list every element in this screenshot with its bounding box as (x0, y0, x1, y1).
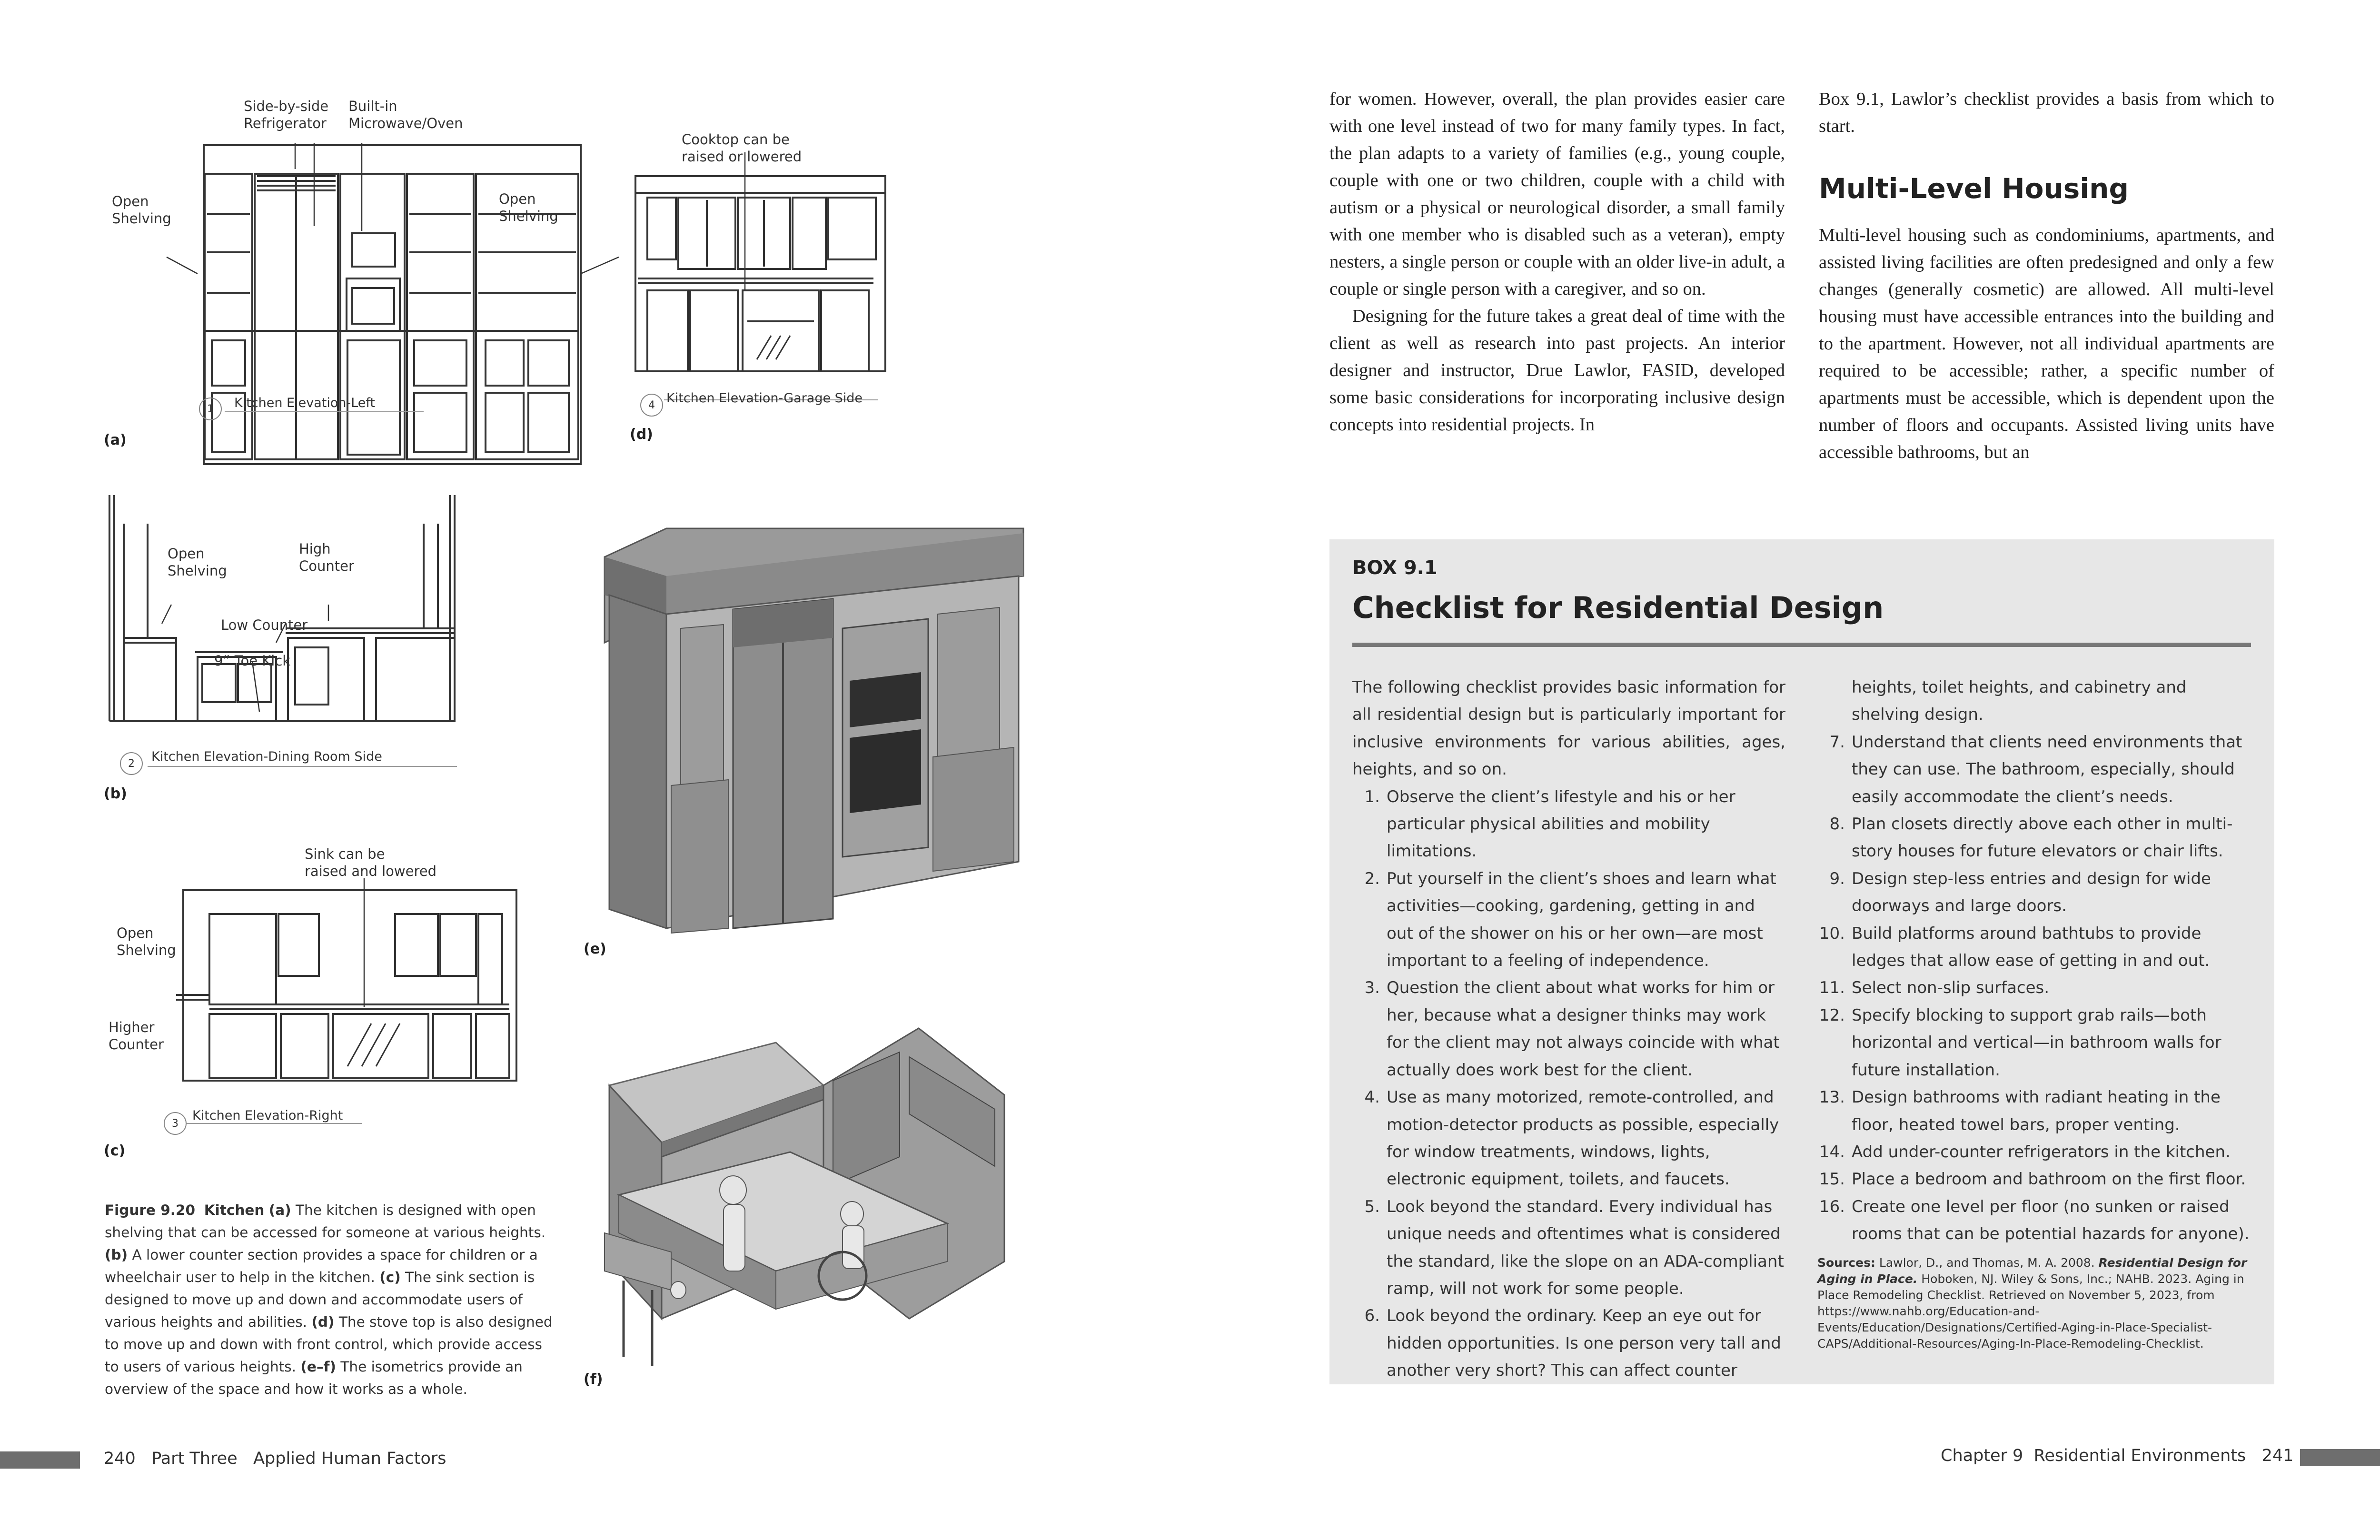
item-number: 5. (1364, 1197, 1380, 1216)
figure-panel-e (576, 519, 1033, 966)
label-low-counter: Low Counter (221, 617, 308, 633)
footer-left (104, 1449, 446, 1468)
figure-panel-f (576, 1023, 1033, 1395)
page-number-right: 241 (2261, 1446, 2294, 1465)
label-open-shelving: Open Shelving (117, 925, 176, 958)
item-number: 1. (1364, 787, 1380, 806)
caption-ref-b: (b) (105, 1247, 128, 1263)
footer-chapter: Chapter 9 (1941, 1446, 2023, 1465)
caption-title: Kitchen (204, 1202, 265, 1218)
continuation-text: heights, toilet heights, and cabinetry and shelving design. (1852, 678, 2187, 725)
kitchen-isometric-f (576, 1023, 1033, 1395)
checklist-item (1817, 1166, 2255, 1193)
item-number: 15. (1819, 1170, 1845, 1189)
checklist-left (1352, 784, 1785, 1385)
item-number: 13. (1819, 1088, 1845, 1107)
figure-caption (105, 1199, 557, 1401)
checklist-item (1817, 1193, 2255, 1248)
footer-bar-left (0, 1451, 80, 1469)
kitchen-elevation-right-drawing (95, 843, 524, 1176)
caption-ref-d: (d) (311, 1314, 335, 1330)
box-label: BOX 9.1 (1352, 557, 1438, 579)
caption-figure-label: Figure 9.20 (105, 1202, 195, 1218)
item-number: 14. (1819, 1142, 1845, 1162)
label-sink-raised-lowered: Sink can be raised and lowered (305, 846, 437, 879)
caption-ref-ef: (e–f) (300, 1359, 336, 1375)
item-text: Place a bedroom and bathroom on the first floor. (1852, 1170, 2246, 1189)
panel-letter: (b) (104, 785, 127, 802)
checklist-right (1817, 729, 2255, 1248)
item-text: Use as many motorized, remote-controlled, and motion-detector products as possible, especially for window treatments, windows, lights, electronic equipment, toilets, and faucets. (1387, 1088, 1779, 1189)
checklist-item (1817, 865, 2255, 920)
label-high-counter: High Counter (299, 541, 354, 574)
label-built-in-microwave-oven: Built-in Microwave/Oven (348, 98, 463, 131)
footer-right (1941, 1446, 2293, 1465)
panel-letter: (f) (584, 1371, 603, 1388)
sources-book-title: Residential Design for Aging in Place. (1817, 1255, 2247, 1286)
item-text: Select non-slip surfaces. (1852, 978, 2050, 998)
checklist-item (1817, 920, 2255, 975)
elevation-title: Kitchen Elevation-Left (234, 396, 376, 410)
figure-panel-b (95, 486, 476, 814)
caption-text-b: A lower counter section provides a space for children or a wheelchair user to help in the kitchen. (105, 1247, 538, 1285)
caption-ref-c: (c) (379, 1269, 401, 1285)
checklist-item (1352, 1193, 1785, 1303)
item-number: 4. (1364, 1088, 1380, 1107)
footer-part: Part Three (151, 1449, 238, 1468)
checklist-item (1817, 974, 2255, 1002)
item-number: 11. (1819, 978, 1845, 998)
section-heading: Multi-Level Housing (1819, 172, 2129, 205)
item-number: 8. (1829, 815, 1845, 834)
body-column-2 (1819, 86, 2274, 140)
paragraph: Designing for the future takes a great deal of time with the client as well as research into past projects. An interior designer and instructor, Drue Lawlor, FASID, developed some basic considerations for incorporating inclusive design concepts into residential projects. In (1329, 306, 1785, 435)
elevation-number: 1 (199, 397, 222, 420)
caption-text-a: The kitchen is designed with open shelving that can be accessed for someone at various heights. (105, 1202, 546, 1241)
elevation-title: Kitchen Elevation-Dining Room Side (151, 749, 382, 764)
panel-letter: (a) (104, 432, 127, 448)
checklist-item (1817, 1002, 2255, 1084)
panel-letter: (e) (584, 941, 606, 957)
label-open-shelving-right: Open Shelving (499, 191, 558, 224)
item-text: Create one level per floor (no sunken or raised rooms that can be potential hazards for anyone). (1852, 1197, 2250, 1244)
item-text: Observe the client’s lifestyle and his or her particular physical abilities and mobility limitations. (1387, 787, 1735, 861)
box-divider (1352, 643, 2251, 647)
checklist-item (1352, 865, 1785, 975)
item-text: Put yourself in the client’s shoes and learn what activities—cooking, gardening, getting in and out of the shower on his or her own—are most important to a feeling of independence. (1387, 869, 1776, 971)
footer-chapter-title: Residential Environments (2033, 1446, 2246, 1465)
label-open-shelving-left: Open Shelving (112, 193, 171, 227)
paragraph: for women. However, overall, the plan provides easier care with one level instead of two for many family types. In fact, the plan adapts to a variety of families (e.g., young couple, couple with one or two children, couple with a child with autism or a physical or neurological disorder, a small family with one member who is disabled such as a veteran), empty nesters, a single person or couple with an older live-in adult, a couple or single person with a caregiver, and so on. (1329, 89, 1785, 299)
item-number: 7. (1829, 732, 1845, 752)
item-text: Understand that clients need environments that they can use. The bathroom, especially, should easily accommodate the client’s needs. (1852, 732, 2242, 806)
elevation-number: 4 (640, 394, 663, 417)
paragraph: Multi-level housing such as condominiums, apartments, and assisted living facilities are often predesigned and only a few changes (generally cosmetic) are allowed. All multi-level housing must have accessible entrances into the building and to the apartment. However, not all individual apartments are required to be accessible; rather, a specific number of apartments must be accessible, which is dependent upon the number of floors and occupants. Assisted living units have accessible bathrooms, but an (1819, 225, 2274, 462)
caption-text-d: The stove top is also designed to move up and down with front control, which provide access to users of various heights. (105, 1314, 553, 1375)
footer-bar-right (2300, 1449, 2380, 1466)
box-intro: The following checklist provides basic information for all residential design but is particularly important for inclusive environments for various abilities, ages, heights, and so on. (1352, 678, 1785, 779)
item-text: Design step-less entries and design for wide doorways and large doors. (1852, 869, 2211, 916)
item-number: 10. (1819, 924, 1845, 943)
box-column-1 (1352, 674, 1785, 1385)
page-number-left: 240 (104, 1449, 136, 1468)
elevation-title: Kitchen Elevation-Right (192, 1108, 343, 1123)
box-column-2 (1817, 674, 2255, 1352)
item-number: 2. (1364, 869, 1380, 888)
item-text: Build platforms around bathtubs to provide ledges that allow ease of getting in and out. (1852, 924, 2210, 971)
caption-text-ef: The isometrics provide an overview of the space and how it works as a whole. (105, 1359, 523, 1397)
checklist-item (1352, 1084, 1785, 1193)
elevation-number: 3 (164, 1112, 187, 1135)
item-text: Specify blocking to support grab rails—both horizontal and vertical—in bathroom walls for future installation. (1852, 1005, 2221, 1080)
item-number: 6. (1364, 1306, 1380, 1326)
sources-text-1: Lawlor, D., and Thomas, M. A. 2008. (1875, 1255, 2099, 1270)
item-number: 9. (1829, 869, 1845, 888)
item-text: Look beyond the standard. Every individual has unique needs and oftentimes what is considered the standard, like the slope on an ADA-compliant ramp, will not work for some people. (1387, 1197, 1784, 1298)
body-column-1 (1329, 86, 1785, 438)
panel-letter: (d) (630, 426, 653, 443)
sources-text-2: Hoboken, NJ. Wiley & Sons, Inc.; NAHB. 2023. Aging in Place Remodeling Checklist. Retrieved on November 5, 2023, from https://www.nahb.org/Education-and-Events/Education/Designations/Certified-Aging-in-Place-Specialist-CAPS/Additional-Resources/Aging-In-Place-Remodeling-Checklist. (1817, 1272, 2244, 1351)
checklist-item (1352, 784, 1785, 865)
label-open-shelving: Open Shelving (168, 546, 227, 579)
box-sources (1817, 1255, 2255, 1352)
checklist-item (1352, 1302, 1785, 1384)
checklist-item (1817, 1084, 2255, 1139)
figure-panel-d (619, 126, 885, 459)
item-text: Plan closets directly above each other in multi-story houses for future elevators or chair lifts. (1852, 815, 2233, 861)
item-text: Design bathrooms with radiant heating in the floor, heated towel bars, proper venting. (1852, 1088, 2221, 1134)
item-text: Look beyond the ordinary. Keep an eye out for hidden opportunities. Is one person very tall and another very short? This can affect counter (1387, 1306, 1781, 1381)
paragraph: Box 9.1, Lawlor’s checklist provides a basis from which to start. (1819, 89, 2274, 136)
label-toe-kick: 9” Toe Kick (214, 653, 291, 669)
item-text: Add under-counter refrigerators in the kitchen. (1852, 1142, 2231, 1162)
body-column-2-cont (1819, 222, 2274, 466)
caption-ref-a: (a) (268, 1202, 291, 1218)
checklist-item (1352, 974, 1785, 1084)
label-higher-counter: Higher Counter (109, 1019, 164, 1053)
elevation-title: Kitchen Elevation-Garage Side (666, 391, 863, 406)
checklist-item (1817, 1139, 2255, 1166)
item-number: 16. (1819, 1197, 1845, 1216)
box-title: Checklist for Residential Design (1352, 590, 1884, 625)
panel-letter: (c) (104, 1143, 126, 1159)
footer-part-title: Applied Human Factors (253, 1449, 446, 1468)
figure-panel-a (95, 93, 619, 455)
item-number: 12. (1819, 1005, 1845, 1025)
item-text: Question the client about what works for him or her, because what a designer thinks may work for the client may not always coincide with what actually does work best for the client. (1387, 978, 1780, 1080)
label-cooktop-raised-lowered: Cooktop can be raised or lowered (682, 131, 802, 165)
figure-panel-c (95, 843, 524, 1176)
kitchen-elevation-dining-room-drawing (95, 486, 476, 814)
item-number: 3. (1364, 978, 1380, 998)
checklist-item (1817, 811, 2255, 865)
label-side-by-side-refrigerator: Side-by-side Refrigerator (244, 98, 329, 131)
checklist-item (1817, 729, 2255, 811)
kitchen-isometric-e (576, 519, 1033, 966)
elevation-number: 2 (120, 752, 143, 775)
sources-label: Sources: (1817, 1255, 1875, 1270)
caption-text-c: The sink section is designed to move up and down and accommodate users of various heights and abilities. (105, 1269, 535, 1330)
